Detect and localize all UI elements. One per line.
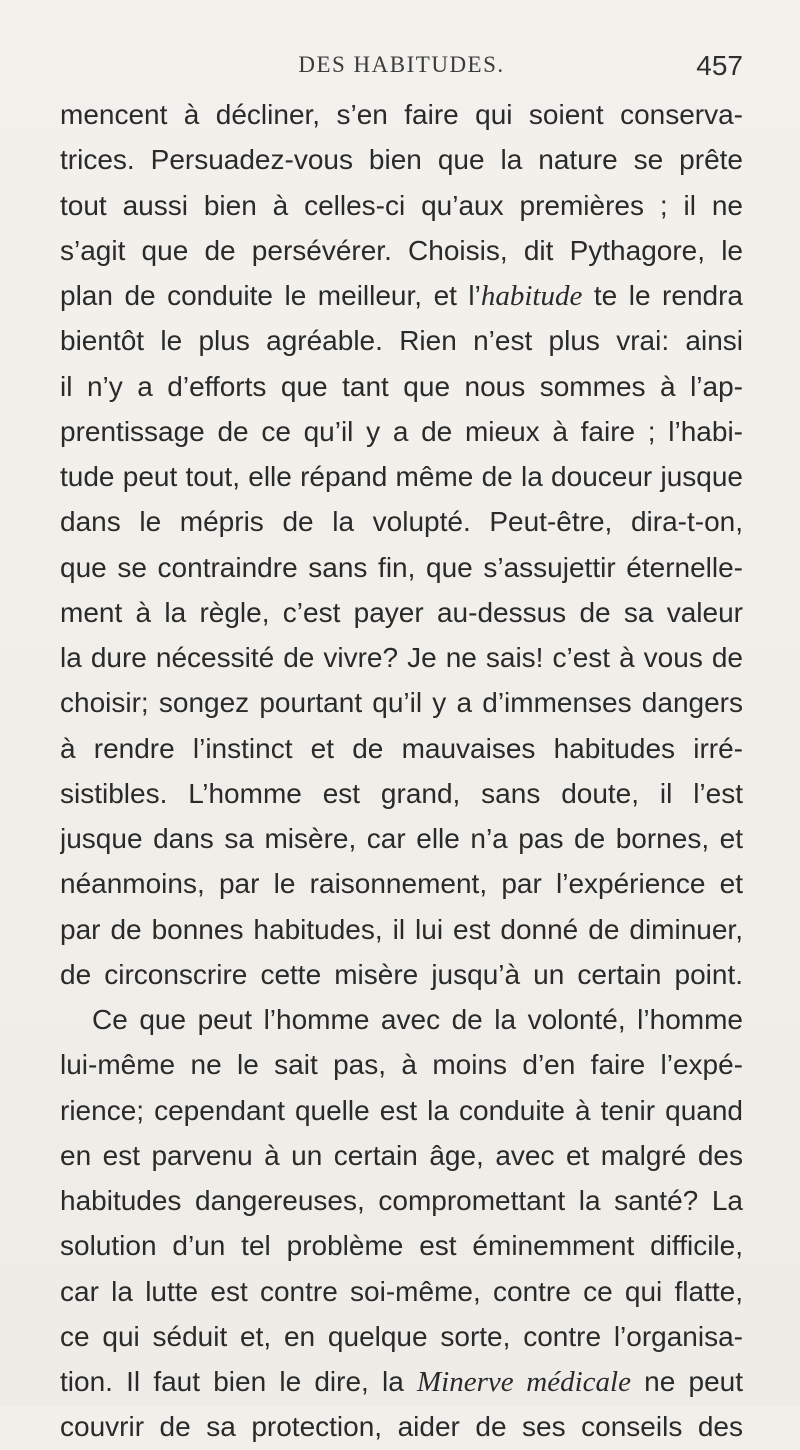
text-line-18: néanmoins, par le raisonnement, par l’expérience et — [60, 868, 743, 900]
text-line-29-end: ne peut — [630, 1366, 743, 1397]
body-text — [60, 92, 743, 1450]
text-line-10: dans le mépris de la volupté. Peut-être, dira-t-on, — [60, 506, 743, 538]
text-line-4: s’agit que de persévérer. Choisis, dit Pythagore, le — [60, 234, 743, 266]
text-line-5-start: plan de conduite le meilleur, et l’ — [60, 280, 481, 311]
text-line-28: ce qui séduit et, en quelque sorte, contre l’organisa- — [60, 1320, 743, 1352]
italic-term-minerve-medicale: Minerve médicale — [417, 1366, 631, 1398]
text-line-5-end: te le rendra — [582, 280, 743, 311]
text-line-30: couvrir de sa protection, aider de ses conseils des — [60, 1411, 743, 1443]
text-line-12: ment à la règle, c’est payer au-dessus de sa valeur — [60, 596, 743, 628]
text-line-20: de circonscrire cette misère jusqu’à un certain point. — [60, 958, 743, 990]
text-line-29 — [60, 1359, 743, 1404]
running-title: DES HABITUDES. — [298, 52, 505, 77]
text-line-13: la dure nécessité de vivre? Je ne sais! c’est à vous de — [60, 642, 743, 673]
text-line-24: en est parvenu à un certain âge, avec et malgré des — [60, 1139, 743, 1171]
text-line-15: à rendre l’instinct et de mauvaises habitudes irré- — [60, 732, 743, 764]
italic-term-habitude: habitude — [480, 280, 583, 312]
page-header — [60, 52, 743, 86]
text-line-27: car la lutte est contre soi-même, contre ce qui flatte, — [60, 1275, 743, 1307]
text-line-1: mencent à décliner, s’en faire qui soient conserva- — [60, 99, 743, 130]
text-line-2: trices. Persuadez-vous bien que la nature se prête — [60, 144, 743, 176]
text-line-7: il n’y a d’efforts que tant que nous sommes à l’ap- — [60, 370, 743, 402]
text-line-25: habitudes dangereuses, compromettant la santé? La — [60, 1185, 743, 1216]
text-line-26: solution d’un tel problème est éminemment difficile, — [60, 1230, 743, 1262]
text-line-19: par de bonnes habitudes, il lui est donné de diminuer, — [60, 913, 743, 945]
text-line-5 — [60, 273, 743, 318]
text-line-22: lui-même ne le sait pas, à moins d’en faire l’expé- — [60, 1049, 743, 1081]
text-line-23: rience; cependant quelle est la conduite à tenir quand — [60, 1094, 743, 1126]
page-number: 457 — [696, 50, 743, 81]
text-line-17: jusque dans sa misère, car elle n’a pas de bornes, et — [60, 823, 743, 854]
text-line-11: que se contraindre sans fin, que s’assujettir éternelle- — [60, 551, 743, 583]
text-line-29-start: tion. Il faut bien le dire, la — [60, 1366, 417, 1397]
text-line-8: prentissage de ce qu’il y a de mieux à faire ; l’habi- — [60, 415, 743, 447]
text-line-9: tude peut tout, elle répand même de la douceur jusque — [60, 461, 743, 492]
text-line-14: choisir; songez pourtant qu’il y a d’immenses dangers — [60, 687, 743, 719]
text-line-21: Ce que peut l’homme avec de la volonté, l’homme — [92, 1004, 743, 1035]
text-line-6: bientôt le plus agréable. Rien n’est plus vrai: ainsi — [60, 325, 743, 357]
text-line-3: tout aussi bien à celles-ci qu’aux premières ; il ne — [60, 189, 743, 221]
text-line-16: sistibles. L’homme est grand, sans doute, il l’est — [60, 777, 743, 809]
